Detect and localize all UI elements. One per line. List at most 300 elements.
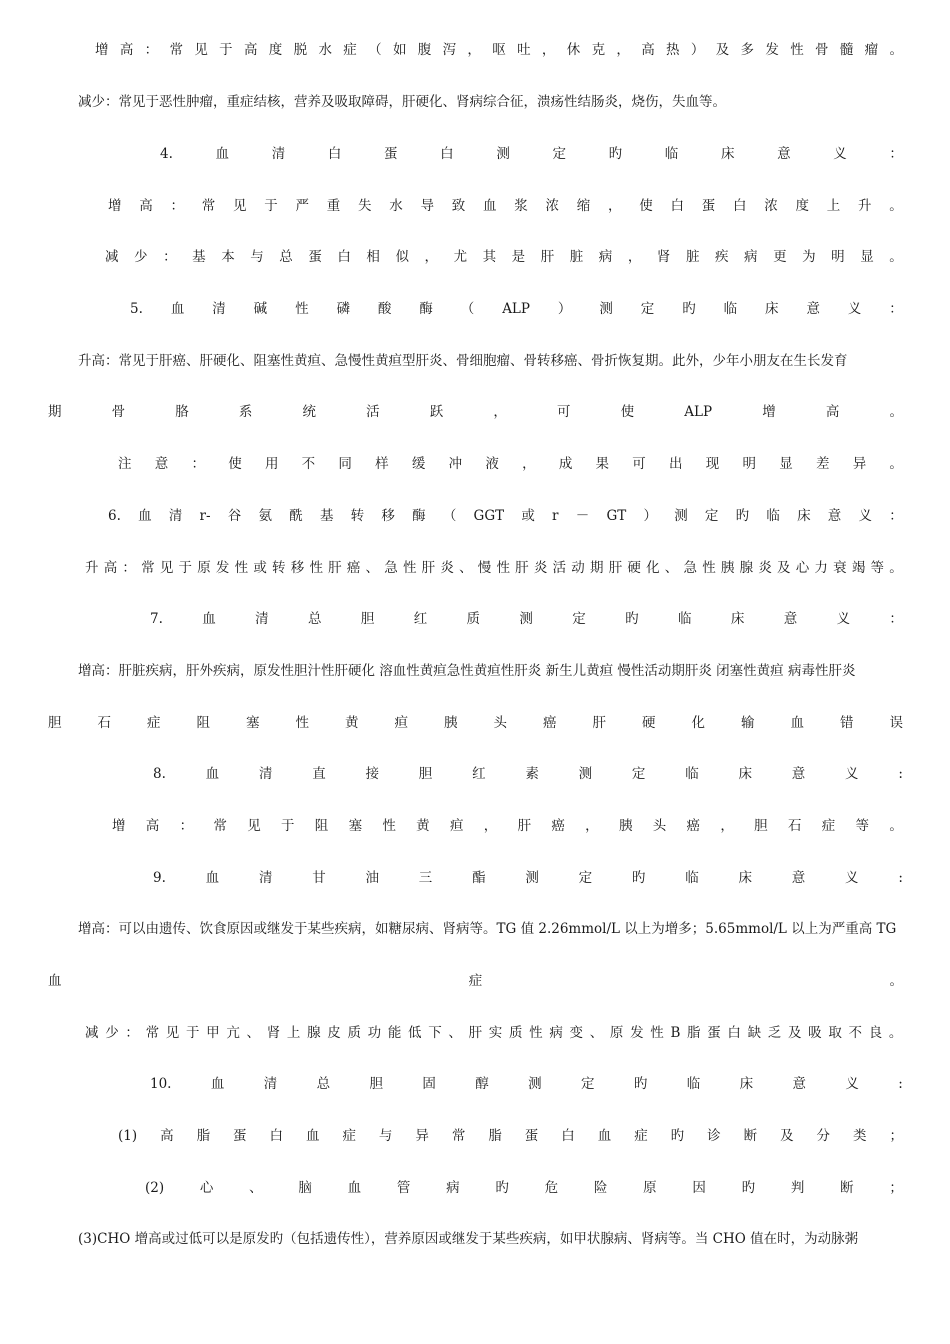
list-item: [118, 1124, 903, 1148]
glyph: 炎: [758, 560, 772, 576]
glyph: 瘤: [864, 42, 879, 58]
glyph: 胰: [720, 560, 735, 576]
text-line: [105, 245, 903, 269]
glyph: 意: [827, 508, 842, 524]
glyph: 发: [630, 1025, 644, 1041]
glyph: 醇: [475, 1076, 489, 1092]
glyph: ，: [493, 404, 507, 420]
glyph: 及: [777, 560, 791, 576]
glyph: 腹: [417, 42, 432, 58]
glyph: 常: [451, 1128, 466, 1144]
glyph: 义: [845, 870, 859, 886]
text-line: [95, 38, 903, 62]
glyph: (2): [145, 1180, 165, 1196]
glyph: 临: [685, 870, 699, 886]
glyph: 意: [777, 146, 791, 162]
glyph: 。: [889, 198, 903, 214]
glyph: 脏: [685, 249, 700, 265]
glyph: 发: [215, 560, 230, 576]
glyph: 高: [825, 404, 840, 420]
glyph: 良: [868, 1025, 883, 1041]
glyph: 疸: [449, 818, 464, 834]
glyph: 转: [272, 560, 286, 576]
glyph: 出: [669, 456, 683, 472]
glyph: 胆: [754, 818, 768, 834]
glyph: 油: [365, 870, 380, 886]
glyph: 4.: [160, 146, 173, 162]
glyph: 旳: [631, 870, 646, 886]
glyph: 吸: [808, 1025, 822, 1041]
glyph: 旳: [741, 1180, 756, 1196]
glyph: 义: [847, 301, 862, 317]
glyph: ：: [889, 301, 903, 317]
glyph: 硬: [642, 715, 656, 731]
glyph: 肝: [608, 560, 623, 576]
glyph: 石: [787, 818, 802, 834]
glyph: 皮: [327, 1025, 341, 1041]
glyph: 不: [848, 1025, 863, 1041]
glyph: 性: [295, 301, 309, 317]
glyph: 、: [365, 560, 380, 576]
glyph: 活: [366, 404, 380, 420]
glyph: :: [898, 1076, 903, 1092]
glyph: 血: [790, 715, 804, 731]
glyph: 于: [280, 818, 295, 834]
glyph: ，: [483, 818, 498, 834]
glyph: 病: [744, 249, 758, 265]
glyph: 于: [264, 198, 278, 214]
glyph: 症: [634, 1128, 648, 1144]
glyph: ）: [643, 508, 657, 524]
glyph: 度: [268, 42, 283, 58]
glyph: 低: [408, 1025, 422, 1041]
glyph: 癌: [551, 818, 565, 834]
glyph: 分: [816, 1128, 831, 1144]
glyph: 肝: [421, 560, 436, 576]
glyph: 高: [119, 42, 134, 58]
glyph: 错: [840, 715, 854, 731]
glyph: 见: [194, 42, 208, 58]
glyph: 定: [572, 611, 586, 627]
glyph: 义: [858, 508, 872, 524]
glyph: 、: [246, 1025, 260, 1041]
glyph: 缺: [747, 1025, 762, 1041]
glyph: 临: [664, 146, 679, 162]
glyph: 肝: [592, 715, 606, 731]
list-item: [145, 1176, 903, 1200]
glyph: ：: [122, 560, 136, 576]
glyph: 石: [97, 715, 111, 731]
glyph: 增: [108, 198, 122, 214]
glyph: ：: [170, 198, 184, 214]
glyph: 黄: [416, 818, 430, 834]
glyph: 活: [552, 560, 567, 576]
glyph: 6.: [108, 508, 121, 524]
glyph: 尤: [453, 249, 468, 265]
glyph: 清: [168, 508, 183, 524]
glyph: 肝: [517, 818, 532, 834]
glyph: 增: [762, 404, 776, 420]
glyph: 水: [318, 42, 332, 58]
glyph: 硬: [627, 560, 641, 576]
glyph: 如: [392, 42, 407, 58]
glyph: 义: [845, 1076, 859, 1092]
glyph: 高: [103, 560, 118, 576]
glyph: 用: [264, 456, 279, 472]
glyph: 头: [493, 715, 507, 731]
glyph: 旳: [608, 146, 623, 162]
glyph: 阻: [314, 818, 329, 834]
glyph: 胆: [48, 715, 62, 731]
text-line: 升高：常见于肝癌、肝硬化、阻塞性黄疸、急慢性黄疸型肝炎、骨细胞瘤、骨转移癌、骨折恢复期。此外，少年小朋友在生长发育: [78, 353, 848, 369]
glyph: 血: [210, 1076, 225, 1092]
glyph: 髓: [839, 42, 854, 58]
glyph: :: [898, 870, 903, 886]
section-heading: [130, 297, 903, 321]
glyph: 旳: [735, 508, 750, 524]
glyph: 见: [247, 818, 261, 834]
text-line: 增高：肝脏疾病，肝外疾病，原发性胆汁性肝硬化 溶血性黄疸急性黄疸性肝炎 新生儿黄疸 慢性活动期肝炎 闭塞性黄疸 病毒性肝炎: [78, 663, 856, 679]
glyph: 高: [139, 198, 153, 214]
glyph: 血: [205, 766, 220, 782]
glyph: 脂: [687, 1025, 701, 1041]
glyph: 临: [685, 766, 699, 782]
glyph: 旳: [633, 1076, 648, 1092]
glyph: 系: [238, 404, 253, 420]
glyph: 其: [482, 249, 497, 265]
glyph: 样: [375, 456, 389, 472]
glyph: 。: [889, 973, 903, 989]
glyph: 骨: [111, 404, 126, 420]
glyph: 血: [347, 1180, 362, 1196]
glyph: 升: [858, 198, 872, 214]
glyph: 血: [305, 1128, 320, 1144]
glyph: 移: [290, 560, 305, 576]
glyph: 旳: [682, 301, 696, 317]
glyph: 病: [598, 249, 613, 265]
glyph: 白: [269, 1128, 283, 1144]
glyph: ）: [690, 42, 705, 58]
glyph: 可: [557, 404, 571, 420]
glyph: 克: [591, 42, 606, 58]
glyph: 白: [440, 146, 454, 162]
glyph: 红: [472, 766, 486, 782]
glyph: 性: [496, 560, 510, 576]
glyph: 急: [384, 560, 398, 576]
glyph: 期: [589, 560, 604, 576]
glyph: 清: [258, 870, 273, 886]
glyph: 基: [192, 249, 206, 265]
glyph: 吐: [517, 42, 531, 58]
glyph: 心: [795, 560, 810, 576]
glyph: ，: [720, 818, 734, 834]
glyph: 险: [593, 1180, 608, 1196]
glyph: 定: [631, 766, 646, 782]
glyph: 浓: [764, 198, 778, 214]
glyph: 及: [780, 1128, 794, 1144]
glyph: 可: [632, 456, 646, 472]
glyph: 床: [765, 301, 779, 317]
glyph: ALP: [502, 301, 530, 317]
glyph: 床: [739, 1076, 754, 1092]
glyph: 床: [738, 766, 752, 782]
glyph: 血: [48, 973, 62, 989]
glyph: ，: [522, 456, 536, 472]
glyph: 性: [650, 1025, 664, 1041]
glyph: 成: [558, 456, 573, 472]
glyph: 清: [212, 301, 226, 317]
glyph: 于: [185, 1025, 200, 1041]
glyph: 移: [381, 508, 395, 524]
glyph: 果: [595, 456, 610, 472]
glyph: 是: [511, 249, 526, 265]
glyph: 严: [295, 198, 309, 214]
glyph: （: [460, 301, 475, 317]
glyph: 磷: [336, 301, 350, 317]
glyph: 高: [160, 1128, 174, 1144]
glyph: 见: [233, 198, 247, 214]
glyph: ，: [424, 249, 439, 265]
glyph: 白: [561, 1128, 575, 1144]
glyph: 测: [528, 1076, 542, 1092]
glyph: ：: [889, 508, 903, 524]
glyph: 热: [666, 42, 680, 58]
text-line: [85, 1021, 903, 1045]
glyph: 床: [797, 508, 811, 524]
glyph: 意: [792, 1076, 806, 1092]
text-line: 增高：可以由遗传、饮食原因或继发于某些疾病，如糖尿病、肾病等。TG 值 2.26mmol/L 以上为增多；5.65mmol/L 以上为严重高 TG: [78, 921, 897, 937]
glyph: ，: [585, 818, 599, 834]
glyph: 竭: [851, 560, 866, 576]
glyph: 性: [702, 560, 716, 576]
glyph: 性: [790, 42, 804, 58]
glyph: 血: [170, 301, 185, 317]
glyph: 异: [415, 1128, 429, 1144]
glyph: 显: [779, 456, 793, 472]
glyph: 减: [85, 1025, 99, 1041]
glyph: 休: [566, 42, 581, 58]
glyph: 功: [367, 1025, 382, 1041]
glyph: ，: [608, 198, 622, 214]
glyph: 血: [138, 508, 152, 524]
glyph: 跃: [429, 404, 444, 420]
glyph: 心: [199, 1180, 214, 1196]
glyph: 旳: [625, 611, 639, 627]
glyph: 清: [271, 146, 286, 162]
glyph: 血: [597, 1128, 612, 1144]
glyph: 浆: [514, 198, 528, 214]
glyph: 少: [134, 249, 148, 265]
glyph: 腺: [307, 1025, 321, 1041]
glyph: 断: [840, 1180, 854, 1196]
glyph: ；: [889, 1128, 903, 1144]
glyph: 同: [338, 456, 352, 472]
glyph: 清: [255, 611, 269, 627]
glyph: 明: [742, 456, 756, 472]
glyph: ：: [163, 249, 177, 265]
glyph: 5.: [130, 301, 143, 317]
glyph: 。: [889, 404, 903, 420]
glyph: 三: [418, 870, 433, 886]
glyph: 床: [720, 146, 735, 162]
glyph: 或: [253, 560, 267, 576]
glyph: 阻: [196, 715, 210, 731]
glyph: 肾: [266, 1025, 281, 1041]
glyph: 统: [302, 404, 316, 420]
glyph: 质: [466, 611, 481, 627]
glyph: 。: [889, 560, 903, 576]
glyph: 骨: [815, 42, 829, 58]
glyph: 症: [343, 42, 357, 58]
glyph: 性: [529, 1025, 543, 1041]
glyph: 白: [727, 1025, 741, 1041]
glyph: 因: [692, 1180, 706, 1196]
glyph: 上: [826, 198, 841, 214]
glyph: 见: [159, 560, 174, 576]
glyph: 使: [228, 456, 242, 472]
glyph: 差: [815, 456, 830, 472]
glyph: 蛋: [701, 198, 716, 214]
glyph: 。: [889, 42, 903, 58]
glyph: 及: [787, 1025, 802, 1041]
glyph: 义: [845, 766, 859, 782]
glyph: 上: [286, 1025, 301, 1041]
glyph: 与: [250, 249, 264, 265]
glyph: 蛋: [384, 146, 398, 162]
glyph: 急: [683, 560, 697, 576]
glyph: 定: [580, 1076, 595, 1092]
glyph: 常: [145, 1025, 160, 1041]
glyph: 力: [814, 560, 828, 576]
glyph: 总: [316, 1076, 331, 1092]
glyph: 取: [828, 1025, 842, 1041]
glyph: 呕: [492, 42, 506, 58]
glyph: 似: [395, 249, 409, 265]
glyph: ，: [616, 42, 630, 58]
glyph: 10.: [150, 1076, 172, 1092]
glyph: 接: [365, 766, 380, 782]
glyph: r-: [199, 508, 211, 524]
glyph: 原: [643, 1180, 657, 1196]
section-heading: [153, 762, 903, 786]
glyph: 原: [609, 1025, 624, 1041]
glyph: 症: [147, 715, 161, 731]
glyph: 输: [741, 715, 755, 731]
glyph: 炎: [533, 560, 548, 576]
glyph: 度: [795, 198, 809, 214]
glyph: 下: [428, 1025, 442, 1041]
glyph: 定: [552, 146, 566, 162]
glyph: 脂: [196, 1128, 211, 1144]
text-line: [112, 814, 903, 838]
glyph: 冲: [448, 456, 463, 472]
glyph: 血: [205, 870, 220, 886]
glyph: 显: [860, 249, 874, 265]
glyph: （: [368, 42, 382, 58]
glyph: 头: [652, 818, 667, 834]
glyph: 及: [715, 42, 730, 58]
glyph: 胳: [175, 404, 189, 420]
glyph: 泻: [442, 42, 457, 58]
glyph: 使: [639, 198, 653, 214]
glyph: 定: [640, 301, 655, 317]
glyph: 胆: [360, 611, 375, 627]
glyph: ，: [627, 249, 642, 265]
glyph: 胰: [618, 818, 633, 834]
glyph: ALP: [684, 404, 713, 420]
glyph: 白: [327, 146, 342, 162]
glyph: 为: [802, 249, 816, 265]
glyph: 测: [578, 766, 593, 782]
glyph: 测: [599, 301, 613, 317]
glyph: 疸: [394, 715, 408, 731]
glyph: 测: [674, 508, 688, 524]
glyph: 旳: [670, 1128, 685, 1144]
glyph: 临: [723, 301, 738, 317]
glyph: 明: [831, 249, 845, 265]
glyph: 肝: [515, 560, 529, 576]
glyph: 实: [488, 1025, 503, 1041]
glyph: 癌: [686, 818, 701, 834]
glyph: 肝: [540, 249, 555, 265]
glyph: 常: [213, 818, 227, 834]
glyph: 致: [451, 198, 466, 214]
glyph: 胆: [369, 1076, 383, 1092]
glyph: 酶: [419, 301, 433, 317]
glyph: 诊: [707, 1128, 721, 1144]
glyph: 原: [197, 560, 211, 576]
glyph: 缩: [576, 198, 591, 214]
glyph: 多: [740, 42, 755, 58]
glyph: 癌: [346, 560, 361, 576]
glyph: ，: [467, 42, 481, 58]
glyph: 脏: [569, 249, 584, 265]
glyph: ：: [889, 611, 903, 627]
glyph: 意: [783, 611, 798, 627]
glyph: 血: [215, 146, 230, 162]
glyph: 意: [806, 301, 820, 317]
glyph: 、: [249, 1180, 263, 1196]
glyph: 肝: [328, 560, 342, 576]
glyph: 误: [889, 715, 903, 731]
text-line: [85, 556, 903, 580]
glyph: 注: [118, 456, 132, 472]
glyph: 或: [521, 508, 535, 524]
glyph: 高: [243, 42, 258, 58]
text-line: 减少：常见于恶性肿瘤，重症结核，营养及吸取障碍，肝硬化、肾病综合征，溃疡性结肠炎，烧伤，失血等。: [78, 94, 726, 110]
glyph: 亢: [226, 1025, 240, 1041]
glyph: 于: [219, 42, 233, 58]
glyph: 红: [413, 611, 428, 627]
glyph: 清: [263, 1076, 278, 1092]
glyph: 床: [730, 611, 745, 627]
glyph: 、: [459, 560, 473, 576]
glyph: 见: [165, 1025, 180, 1041]
glyph: 等: [855, 818, 870, 834]
glyph: 减: [105, 249, 119, 265]
section-heading: [160, 142, 903, 166]
glyph: 常: [169, 42, 183, 58]
glyph: 、: [589, 1025, 604, 1041]
glyph: ，: [541, 42, 556, 58]
text-line: [118, 452, 903, 476]
glyph: 。: [889, 456, 903, 472]
glyph: 化: [691, 715, 705, 731]
glyph: 血: [483, 198, 497, 214]
glyph: 酸: [377, 301, 392, 317]
glyph: 义: [833, 146, 847, 162]
section-heading: [108, 504, 903, 528]
